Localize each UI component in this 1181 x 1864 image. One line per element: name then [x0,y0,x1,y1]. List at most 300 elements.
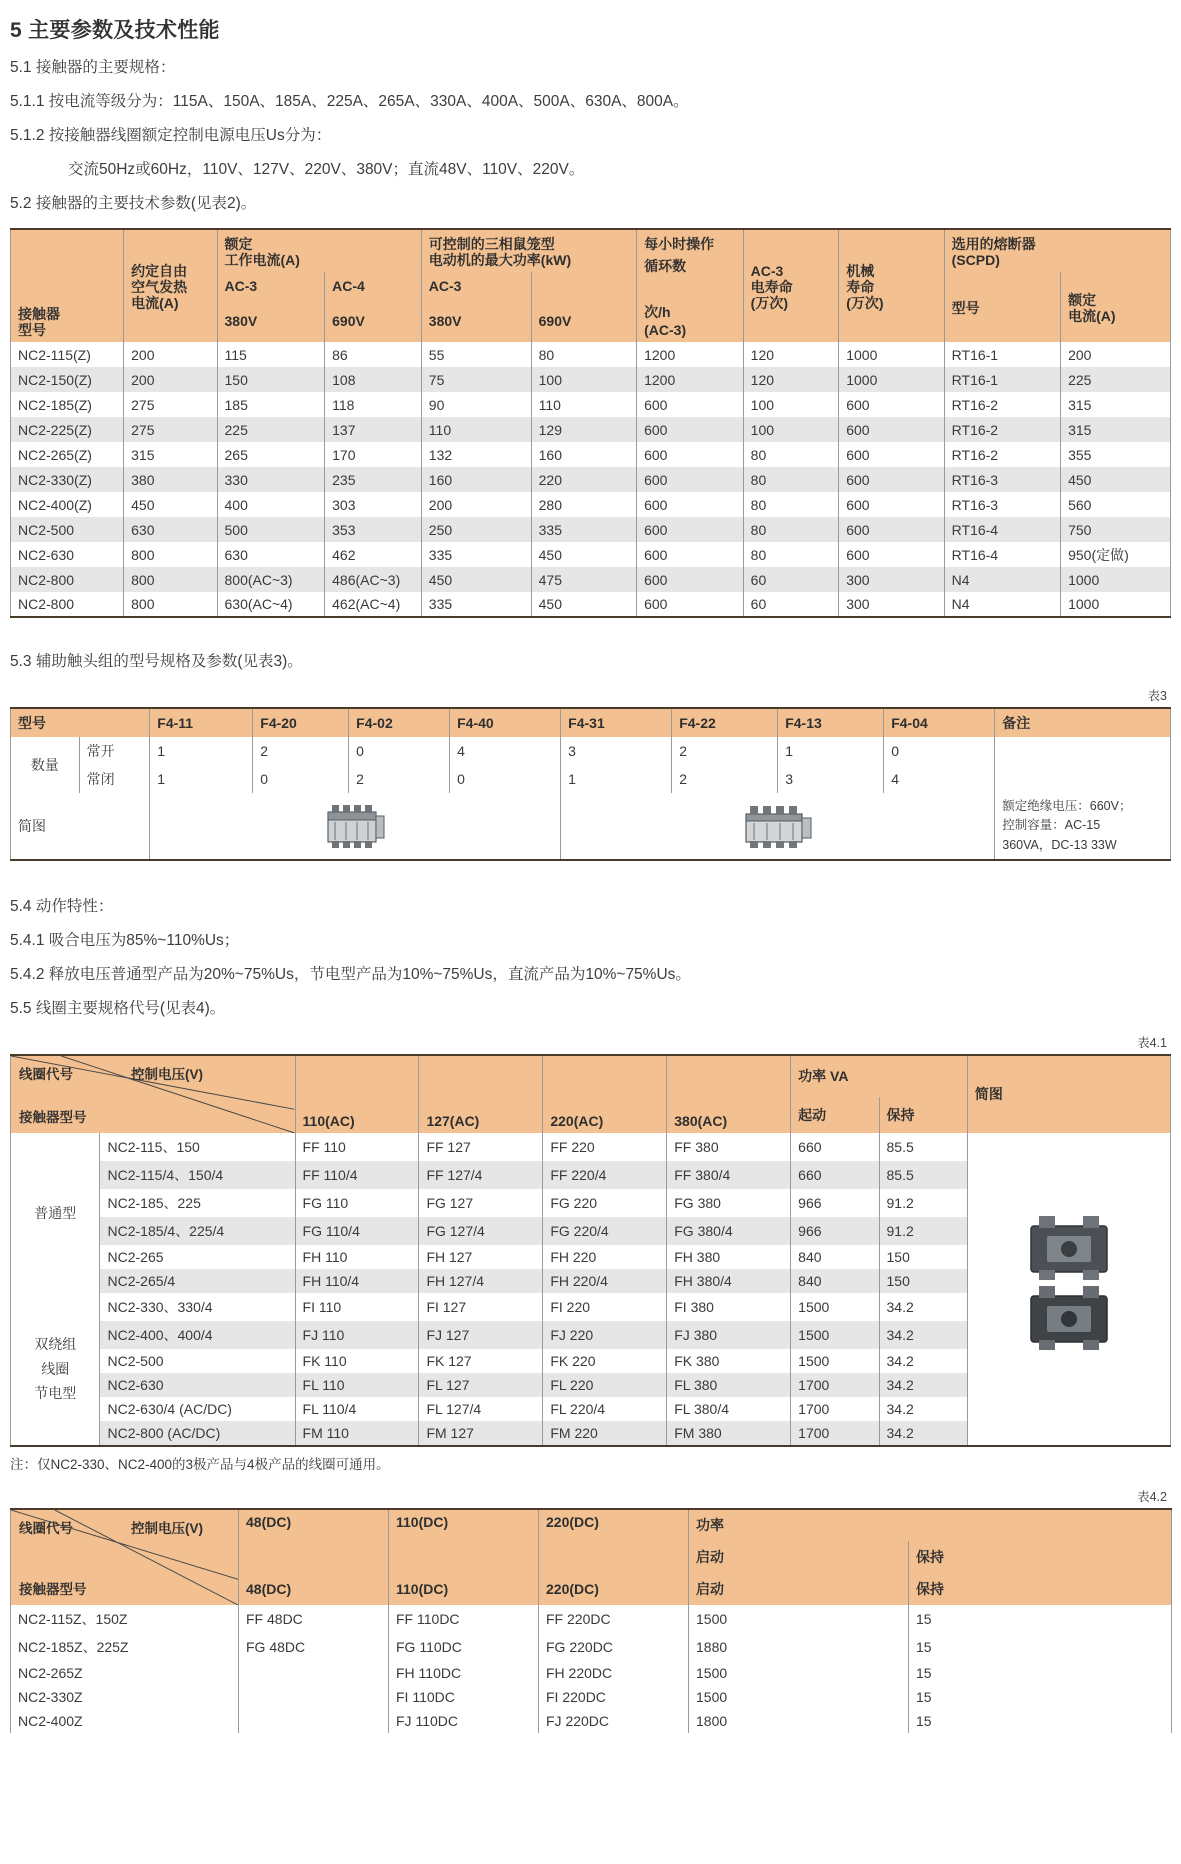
cell-value: 115 [217,342,325,367]
cell-value: 600 [637,392,744,417]
paragraph-5-4: 5.4 动作特性： [10,898,114,916]
th-v127ac: 127(AC) [419,1055,543,1133]
th-voltage-380-power: 380V [421,298,531,342]
cell-value: FF 220 [543,1133,667,1161]
cell-value: FH 110DC [389,1661,539,1685]
cell-value: 90 [421,392,531,417]
cell-value: 660 [791,1133,879,1161]
cell-value: 600 [839,517,944,542]
caption-table3: 表3 [1147,689,1167,704]
cell-value: FL 110/4 [295,1397,419,1421]
label-coil-code: 线圈代号 [19,1066,73,1082]
cell-model: NC2-265Z [11,1661,239,1685]
table-row [11,417,1171,442]
cell-value: FF 220/4 [543,1161,667,1189]
cell-value: 200 [1061,342,1171,367]
cell-value: 60 [743,567,839,592]
cell-model: NC2-115、150 [100,1133,295,1161]
cell-value: 1700 [791,1397,879,1421]
cell-value: 1700 [791,1373,879,1397]
cell-value: FG 380/4 [667,1217,791,1245]
table-row [11,442,1171,467]
th-ac3-power: AC-3 [421,272,531,298]
cell-value: FG 127 [419,1189,543,1217]
cell-value: 600 [839,417,944,442]
th-ac3-current: AC-3 [217,272,325,298]
td-nc-v3: 0 [450,765,561,793]
paragraph-5-4-1: 5.4.1 吸合电压为85%~110%Us； [10,932,240,950]
cell-value: 1500 [791,1349,879,1373]
th-voltage-380-current: 380V [217,298,325,342]
cell-value: 600 [839,442,944,467]
cell-value: 120 [743,367,839,392]
cell-value: FL 127 [419,1373,543,1397]
cell-value: 200 [421,492,531,517]
cell-value: FI 380 [667,1293,791,1321]
paragraph-5-1: 5.1 接触器的主要规格： [10,59,176,76]
cell-value: RT16-3 [944,467,1060,492]
table-coil-codes-ac [10,1054,1171,1447]
label-control-voltage-dc: 控制电压(V) [131,1520,203,1536]
td-no-v5: 2 [672,737,778,765]
cell-value: 315 [124,442,217,467]
cell-value: 600 [839,467,944,492]
cell-value: FH 127/4 [419,1269,543,1293]
cell-value: 55 [421,342,531,367]
page-title: 5 主要参数及技术性能 [10,19,220,42]
cell-model: NC2-630 [11,542,124,567]
cell-value: 450 [1061,467,1171,492]
td-no-label: 常开 [79,737,150,765]
cell-value: FG 48DC [239,1633,389,1661]
cell-value: 462(AC~4) [325,592,422,617]
cell-value: 600 [637,592,744,617]
cell-value: 91.2 [879,1217,967,1245]
th-aux-f4-31: F4-31 [561,708,672,737]
cell-value: 75 [421,367,531,392]
cell-value: RT16-2 [944,442,1060,467]
cell-value: 15 [909,1685,1172,1709]
td-nc-v5: 2 [672,765,778,793]
td-no-v1: 2 [253,737,349,765]
td-nc-v2: 2 [349,765,450,793]
cell-value: 630 [124,517,217,542]
cell-value: 86 [325,342,422,367]
cell-value: 34.2 [879,1373,967,1397]
th-ac4-current: AC-4 [325,272,422,298]
table3-row-diagram [11,793,1171,860]
cell-value: FJ 220 [543,1321,667,1349]
coil-photo-icon [967,1133,1170,1446]
cell-value: FF 380/4 [667,1161,791,1189]
cell-value: 100 [531,367,636,392]
cell-value: 966 [791,1217,879,1245]
cell-value: 600 [839,492,944,517]
cell-value: 600 [637,467,744,492]
th-coil-corner-cell [11,1055,296,1133]
cell-value: 132 [421,442,531,467]
th-aux-f4-02: F4-02 [349,708,450,737]
cell-value: 110 [421,417,531,442]
cell-value: FH 220 [543,1245,667,1269]
cell-value: 300 [839,592,944,617]
cell-value: 34.2 [879,1349,967,1373]
cell-model: NC2-330(Z) [11,467,124,492]
cell-model: NC2-115/4、150/4 [100,1161,295,1189]
cell-value: FI 220DC [539,1685,689,1709]
th-v220ac: 220(AC) [543,1055,667,1133]
th-ac3-electrical-life: AC-3 电寿命 (万次) [743,229,839,342]
cell-value: 85.5 [879,1133,967,1161]
cell-value: 335 [531,517,636,542]
cell-value [239,1685,389,1709]
th-scpd-rated-current: 额定 电流(A) [1061,272,1171,342]
cell-value: RT16-1 [944,367,1060,392]
label-contactor-model: 接触器型号 [19,1109,87,1125]
cell-value: FK 220 [543,1349,667,1373]
cell-model: NC2-115(Z) [11,342,124,367]
cell-value: 560 [1061,492,1171,517]
caption-table41: 表4.1 [1137,1035,1167,1050]
th-contactor-model: 接触器 型号 [11,229,124,342]
cell-value: 500 [217,517,325,542]
footnote-table41: 注：仅NC2-330、NC2-400的3极产品与4极产品的线圈可通用。 [10,1456,390,1472]
cell-value: 275 [124,417,217,442]
cell-value: 315 [1061,392,1171,417]
th-aux-f4-04: F4-04 [884,708,995,737]
cell-value: 15 [909,1605,1172,1633]
cell-value: 1200 [637,367,744,392]
caption-table42: 表4.2 [1137,1489,1167,1504]
td-no-v4: 3 [561,737,672,765]
cell-value: 450 [421,567,531,592]
cell-value: FK 110 [295,1349,419,1373]
table41-header-row-1 [11,1055,1171,1097]
cell-value: 280 [531,492,636,517]
cell-value: N4 [944,592,1060,617]
cell-model: NC2-150(Z) [11,367,124,392]
cell-value: 160 [531,442,636,467]
td-aux-remark-text: 额定绝缘电压：660V； 控制容量：AC-15 360VA，DC-13 33W [995,793,1171,860]
cell-value: 335 [421,542,531,567]
cell-model: NC2-265(Z) [11,442,124,467]
cell-value: FH 220/4 [543,1269,667,1293]
cell-value: 1500 [689,1661,909,1685]
cell-value: FF 127 [419,1133,543,1161]
td-nc-v1: 0 [253,765,349,793]
cell-value [239,1709,389,1733]
cell-value: 1500 [791,1293,879,1321]
cell-value: 462 [325,542,422,567]
td-no-v0: 1 [150,737,253,765]
th-power-start-dc-ghost: 启动 [689,1541,909,1573]
cell-value: 80 [743,492,839,517]
cell-value: 15 [909,1661,1172,1685]
th-power-start-dc: 启动 [689,1573,909,1605]
group-label-normal: 普通型 [11,1133,100,1293]
table-row [11,542,1171,567]
cell-value: FJ 110DC [389,1709,539,1733]
cell-value: FG 220DC [539,1633,689,1661]
td-nc-v4: 1 [561,765,672,793]
cell-value [239,1661,389,1685]
cell-value: 1000 [839,367,944,392]
cell-value: 450 [531,592,636,617]
cell-value: RT16-4 [944,542,1060,567]
cell-value: 100 [743,417,839,442]
cell-value: FH 220DC [539,1661,689,1685]
paragraph-5-1-2: 5.1.2 按接触器线圈额定控制电源电压Us分为： [10,126,332,144]
th-power-start: 起动 [791,1097,879,1133]
cell-value: 475 [531,567,636,592]
cell-value: 300 [839,567,944,592]
th-v110ac: 110(AC) [295,1055,419,1133]
th-v110dc: 110(DC) [389,1509,539,1573]
cell-value: FI 220 [543,1293,667,1321]
cell-value: 85.5 [879,1161,967,1189]
td-nc-v0: 1 [150,765,253,793]
cell-value: 1880 [689,1633,909,1661]
cell-value: 91.2 [879,1189,967,1217]
cell-value: 400 [217,492,325,517]
table-row [11,1661,1172,1685]
cell-value: 1500 [689,1685,909,1709]
cell-value: FL 380/4 [667,1397,791,1421]
cell-value: FI 110DC [389,1685,539,1709]
th-v220dc-repeat: 220(DC) [539,1573,689,1605]
cell-value: 800(AC~3) [217,567,325,592]
cell-value: RT16-3 [944,492,1060,517]
table-row [11,1605,1172,1633]
cell-model: NC2-185Z、225Z [11,1633,239,1661]
th-thermal-current: 约定自由 空气发热 电流(A) [124,229,217,342]
th-v380ac: 380(AC) [667,1055,791,1133]
th-scpd-fuse: 选用的熔断器 (SCPD) [944,229,1170,272]
cell-value: 950(定做) [1061,542,1171,567]
td-nc-v7: 4 [884,765,995,793]
paragraph-5-1-1: 5.1.1 按电流等级分为：115A、150A、185A、225A、265A、330A、400A、500A、630A、800A。 [10,92,689,110]
cell-value: FG 220/4 [543,1217,667,1245]
table-row [11,1709,1172,1733]
paragraph-5-2: 5.2 接触器的主要技术参数(见表2)。 [10,194,257,212]
cell-value: FF 220DC [539,1605,689,1633]
cell-value: 108 [325,367,422,392]
cell-value: 129 [531,417,636,442]
table-row [11,342,1171,367]
cell-value: 1500 [689,1605,909,1633]
cell-value: 1800 [689,1709,909,1733]
th-scpd-model: 型号 [944,272,1060,342]
cell-value: 303 [325,492,422,517]
table-row [11,392,1171,417]
cell-value: 15 [909,1633,1172,1661]
cell-value: 600 [637,417,744,442]
cell-value: 225 [1061,367,1171,392]
table42-header-row-1 [11,1509,1172,1541]
cell-value: 1000 [1061,567,1171,592]
cell-value: 355 [1061,442,1171,467]
cell-value: 630 [217,542,325,567]
th-motor-max-power: 可控制的三相鼠笼型 电动机的最大功率(kW) [421,229,636,272]
cell-value: FG 127/4 [419,1217,543,1245]
cell-value: FG 220 [543,1189,667,1217]
group-label-dual-l1: 双绕组 [34,1336,77,1353]
th-aux-f4-13: F4-13 [778,708,884,737]
cell-value: FJ 127 [419,1321,543,1349]
label-contactor-model-dc: 接触器型号 [19,1581,87,1597]
td-no-v7: 0 [884,737,995,765]
th-coil-corner-cell-dc [11,1509,239,1605]
aux-contact-module-icon-right [561,793,995,860]
cell-value: 150 [217,367,325,392]
th-aux-f4-11: F4-11 [150,708,253,737]
cell-value: 137 [325,417,422,442]
table-auxiliary-contacts [10,707,1171,861]
cell-value: 80 [743,542,839,567]
cell-value: 800 [124,542,217,567]
cell-value: 118 [325,392,422,417]
cell-model: NC2-115Z、150Z [11,1605,239,1633]
cell-value: RT16-2 [944,392,1060,417]
cell-value: 110 [531,392,636,417]
cell-value: 170 [325,442,422,467]
cell-value: FL 220 [543,1373,667,1397]
th-v48dc-repeat: 48(DC) [239,1573,389,1605]
th-power-va: 功率 VA [791,1055,968,1097]
table-row [11,467,1171,492]
td-no-v6: 1 [778,737,884,765]
cell-value: FI 127 [419,1293,543,1321]
cell-value: FI 110 [295,1293,419,1321]
cell-value: 600 [637,542,744,567]
cell-value: 800 [124,592,217,617]
cell-value: FL 220/4 [543,1397,667,1421]
cell-value: 800 [124,567,217,592]
cell-value: FH 380 [667,1245,791,1269]
cell-value: 250 [421,517,531,542]
th-ac4-power-blank [531,272,636,298]
cell-value: 630(AC~4) [217,592,325,617]
cell-model: NC2-265 [100,1245,295,1269]
th-aux-remark: 备注 [995,708,1171,737]
cell-value: RT16-4 [944,517,1060,542]
table-row [11,1633,1172,1661]
cell-value: 750 [1061,517,1171,542]
cell-value: FH 110 [295,1245,419,1269]
cell-value: 34.2 [879,1397,967,1421]
th-aux-model: 型号 [11,708,150,737]
cell-value: 660 [791,1161,879,1189]
cell-value: FH 110/4 [295,1269,419,1293]
cell-value: 315 [1061,417,1171,442]
cell-value: 80 [531,342,636,367]
cell-value: 275 [124,392,217,417]
cell-value: 840 [791,1245,879,1269]
cell-value: FG 110DC [389,1633,539,1661]
cell-value: 600 [637,517,744,542]
cell-value: FF 110/4 [295,1161,419,1189]
cell-value: 1500 [791,1321,879,1349]
cell-value: FJ 380 [667,1321,791,1349]
cell-value: FM 380 [667,1421,791,1446]
table-technical-parameters [10,228,1171,619]
cell-value: 600 [839,542,944,567]
th-mechanical-life: 机械 寿命 (万次) [839,229,944,342]
cell-model: NC2-330Z [11,1685,239,1709]
th-rated-working-current: 额定 工作电流(A) [217,229,421,272]
cell-value: FL 380 [667,1373,791,1397]
cell-value: RT16-1 [944,342,1060,367]
cell-value: FM 110 [295,1421,419,1446]
td-nc-label: 常闭 [79,765,150,793]
cell-value: FG 110 [295,1189,419,1217]
th-voltage-690-power: 690V [531,298,636,342]
cell-value: 600 [637,492,744,517]
paragraph-5-4-2: 5.4.2 释放电压普通型产品为20%~75%Us，节电型产品为10%~75%Us，直流产品为10%~75%Us。 [10,966,691,984]
cell-value: 34.2 [879,1293,967,1321]
table3-header-row [11,708,1171,737]
cell-value: 160 [421,467,531,492]
th-power-hold: 保持 [879,1097,967,1133]
cell-value: 353 [325,517,422,542]
cell-value: 220 [531,467,636,492]
cell-value: FG 110/4 [295,1217,419,1245]
th-aux-f4-40: F4-40 [450,708,561,737]
cell-value: FL 110 [295,1373,419,1397]
table-row [11,517,1171,542]
cell-value: 265 [217,442,325,467]
cell-value: FM 127 [419,1421,543,1446]
table3-row-normally-open [11,737,1171,765]
cell-value: FL 127/4 [419,1397,543,1421]
td-diagram-label: 简图 [11,793,150,860]
paragraph-5-1-2-line2: 交流50Hz或60Hz，110V、127V、220V、380V；直流48V、110V、220V。 [68,160,585,178]
cell-model: NC2-630/4 (AC/DC) [100,1397,295,1421]
cell-value: RT16-2 [944,417,1060,442]
cell-value: 150 [879,1245,967,1269]
cell-model: NC2-800 (AC/DC) [100,1421,295,1446]
cell-value: 1000 [839,342,944,367]
cell-value: FM 220 [543,1421,667,1446]
cell-value: 185 [217,392,325,417]
cell-value: 486(AC~3) [325,567,422,592]
cell-model: NC2-185(Z) [11,392,124,417]
cell-value: FF 110 [295,1133,419,1161]
cell-value: FF 110DC [389,1605,539,1633]
th-power-hold-dc: 保持 [909,1573,1172,1605]
aux-contact-module-icon-left [150,793,561,860]
cell-model: NC2-800 [11,567,124,592]
table-row [11,492,1171,517]
cell-model: NC2-185/4、225/4 [100,1217,295,1245]
cell-value: 966 [791,1189,879,1217]
table-row [11,592,1171,617]
cell-value: 235 [325,467,422,492]
cell-value: 335 [421,592,531,617]
label-coil-code-dc: 线圈代号 [19,1520,73,1536]
cell-model: NC2-225(Z) [11,417,124,442]
cell-value: 600 [839,392,944,417]
cell-value: N4 [944,567,1060,592]
td-quantity-label: 数量 [11,737,80,793]
cell-value: FK 127 [419,1349,543,1373]
table-row [11,567,1171,592]
cell-value: FJ 110 [295,1321,419,1349]
cell-value: 600 [637,567,744,592]
cell-value: FJ 220DC [539,1709,689,1733]
td-nc-v6: 3 [778,765,884,793]
th-v110dc-repeat: 110(DC) [389,1573,539,1605]
